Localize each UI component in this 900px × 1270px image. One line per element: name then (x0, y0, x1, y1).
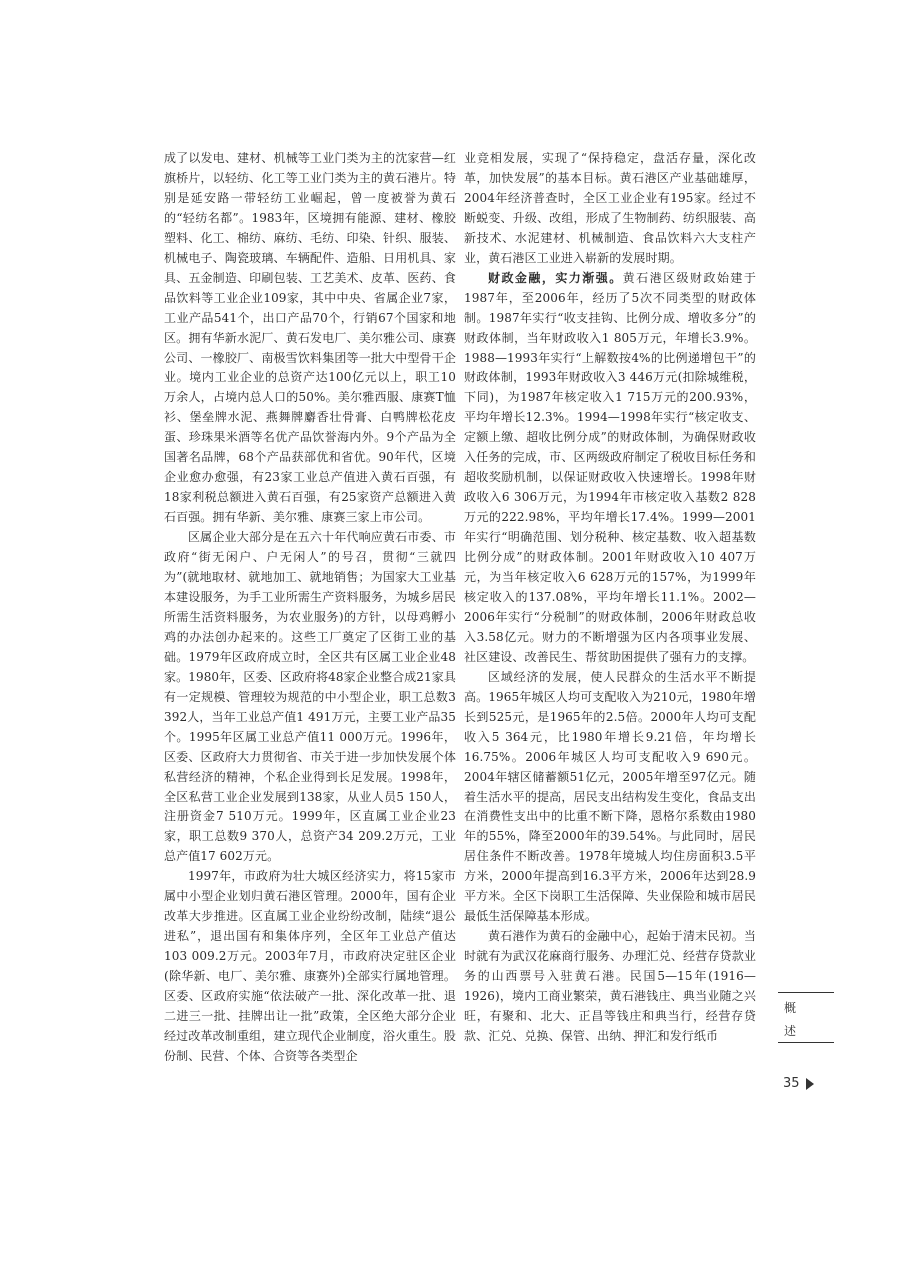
right-paragraph-3: 区域经济的发展，使人民群众的生活水平不断提高。1965年城区人均可支配收入为210元，1980年增长到525元，是1965年的2.5倍。2000年人均可支配收入5 364元，比1980年增长9.21倍，年均增长16.75%。2006年城区人均可支配收入9 690元。2004年辖区储蓄额51亿元，2005年增至97亿元。随着生活水平的提高，居民支出结构发生变化，食品支出在消费性支出中的比重不断下降，恩格尔系数由1980年的55%，降至2000年的39.54%。与此同时，居民居住条件不断改善。1978年境城人均住房面积3.5平方米，2000年提高到16.3平方米，2006年达到28.9平方米。全区下岗职工生活保障、失业保险和城市居民最低生活保障基本形成。 (464, 669, 756, 924)
section-heading-finance: 财政金融，实力渐强。 (488, 270, 623, 285)
triangle-right-icon (806, 1078, 814, 1090)
left-paragraph-3: 1997年，市政府为壮大城区经济实力，将15家市属中小型企业划归黄石港区管理。2000年，国有企业改革大步推进。区直属工业企业纷纷改制，陆续“退公进私”，退出国有和集体序列，全区年工业总产值达103 009.2万元。2003年7月，市政府决定驻区企业(除华新、电厂、美尔雅、康赛外)全部实行属地管理。区委、区政府实施“依法破产一批、深化改革一批、退二进三一批、挂牌出让一批”政策，全区绝大部分企业经过改革改制重组，建立现代企业制度，浴火重生。股份制、民营、个体、合资等各类型企 (164, 869, 456, 1063)
right-paragraph-1: 业竞相发展，实现了“保持稳定，盘活存量，深化改革，加快发展”的基本目标。黄石港区产业基础雄厚，2004年经济普查时，全区工业企业有195家。经过不断蜕变、升级、改组，形成了生物制药、纺织服装、高新技术、水泥建材、机械制造、食品饮料六大支柱产业，黄石港区工业进入崭新的发展时期。 (464, 151, 756, 265)
left-text-column (164, 149, 456, 1067)
left-paragraph-1: 成了以发电、建材、机械等工业门类为主的沈家营—红旗桥片，以轻纺、化工等工业门类为主的黄石港片。特别是延安路一带轻纺工业崛起，曾一度被誉为黄石的“轻纺名都”。1983年，区境拥有能源、建材、橡胶塑料、化工、棉纺、麻纺、毛纺、印染、针织、服装、机械电子、陶瓷玻璃、车辆配件、造船、日用机具、家具、五金制造、印刷包装、工艺美术、皮革、医药、食品饮料等工业企业109家，其中中央、省属企业7家，工业产品541个，出口产品70个，行销67个国家和地区。拥有华新水泥厂、黄石发电厂、美尔雅公司、康赛公司、一橡胶厂、南极雪饮料集团等一批大中型骨干企业。境内工业企业的总资产达100亿元以上，职工10万余人，占境内总人口的50%。美尔雅西服、康赛T恤衫、堡垒牌水泥、燕舞牌麝香壮骨膏、白鸭牌松花皮蛋、珍珠果米酒等名优产品饮誉海内外。9个产品为全国著名品牌，68个产品获部优和省优。90年代，区境企业愈办愈强，有23家工业总产值进入黄石百强，有18家利税总额进入黄石百强，有25家资产总额进入黄石百强。拥有华新、美尔雅、康赛三家上市公司。 (164, 151, 456, 525)
sidebar-rule-top (778, 992, 834, 993)
right-paragraph-4: 黄石港作为黄石的金融中心，起始于清末民初。当时就有为武汉花麻商行服务、办理汇兑、经营存贷款业务的山西票号入驻黄石港。民国5—15年(1916—1926)，境内工商业繁荣，黄石港钱庄、典当业随之兴旺，有聚和、北大、正昌等钱庄和典当行，经营存贷款、汇兑、兑换、保管、出纳、押汇和发行纸币 (464, 929, 756, 1043)
right-text-column (464, 149, 756, 1047)
page-number: 35 (783, 1076, 800, 1091)
sidebar-section-char-1: 概 (784, 1001, 797, 1015)
left-paragraph-2: 区属企业大部分是在五六十年代响应黄石市委、市政府“街无闲户、户无闲人”的号召，贯彻“三就四为”(就地取材、就地加工、就地销售；为国家大工业基本建设服务，为手工业所需生产资料服务，为城乡居民所需生活资料服务，为农业服务)的方针，以母鸡孵小鸡的办法创办起来的。这些工厂奠定了区街工业的基础。1979年区政府成立时，全区共有区属工业企业48家。1980年，区委、区政府将48家企业整合成21家具有一定规模、管理较为规范的中小型企业，职工总数3 392人，当年工业总产值1 491万元，主要工业产品35个。1995年区属工业总产值11 000万元。1996年，区委、区政府大力贯彻省、市关于进一步加快发展个体私营经济的精神，个私企业得到长足发展。1998年，全区私营工业企业发展到138家，从业人员5 150人，注册资金7 510万元。1999年，区直属工业企业23家，职工总数9 370人，总资产34 209.2万元，工业总产值17 602万元。 (164, 530, 456, 864)
sidebar-section-char-2: 述 (784, 1024, 797, 1038)
right-paragraph-2-body: 黄石港区级财政始建于1987年，至2006年，经历了5次不同类型的财政体制。1987年实行“收支挂钩、比例分成、增收多分”的财政体制，当年财政收入1 805万元，年增长3.9%。1988—1993年实行“上解数按4%的比例递增包干”的财政体制，1993年财政收入3 446万元(扣除城维税，下同)，为1987年核定收入1 715万元的200.93%，平均年增长12.3%。1994—1998年实行“核定收支、定额上缴、超收比例分成”的财政体制，为确保财政收入任务的完成，市、区两级政府制定了税收目标任务和超收奖励机制，以保证财政收入快速增长。1998年财政收入6 306万元，为1994年市核定收入基数2 828万元的222.98%，平均年增长17.4%。1999—2001年实行“明确范围、划分税种、核定基数、收入超基数比例分成”的财政体制。2001年财政收入10 407万元，为当年核定收入6 628万元的157%，为1999年核定收入的137.08%，平均年增长11.1%。2002—2006年实行“分税制”的财政体制，2006年财政总收入3.58亿元。财力的不断增强为区内各项事业发展、社区建设、改善民生、帮贫助困提供了强有力的支撑。 (464, 270, 756, 664)
sidebar-rule-bottom (778, 1042, 834, 1043)
right-paragraph-2 (464, 269, 756, 668)
